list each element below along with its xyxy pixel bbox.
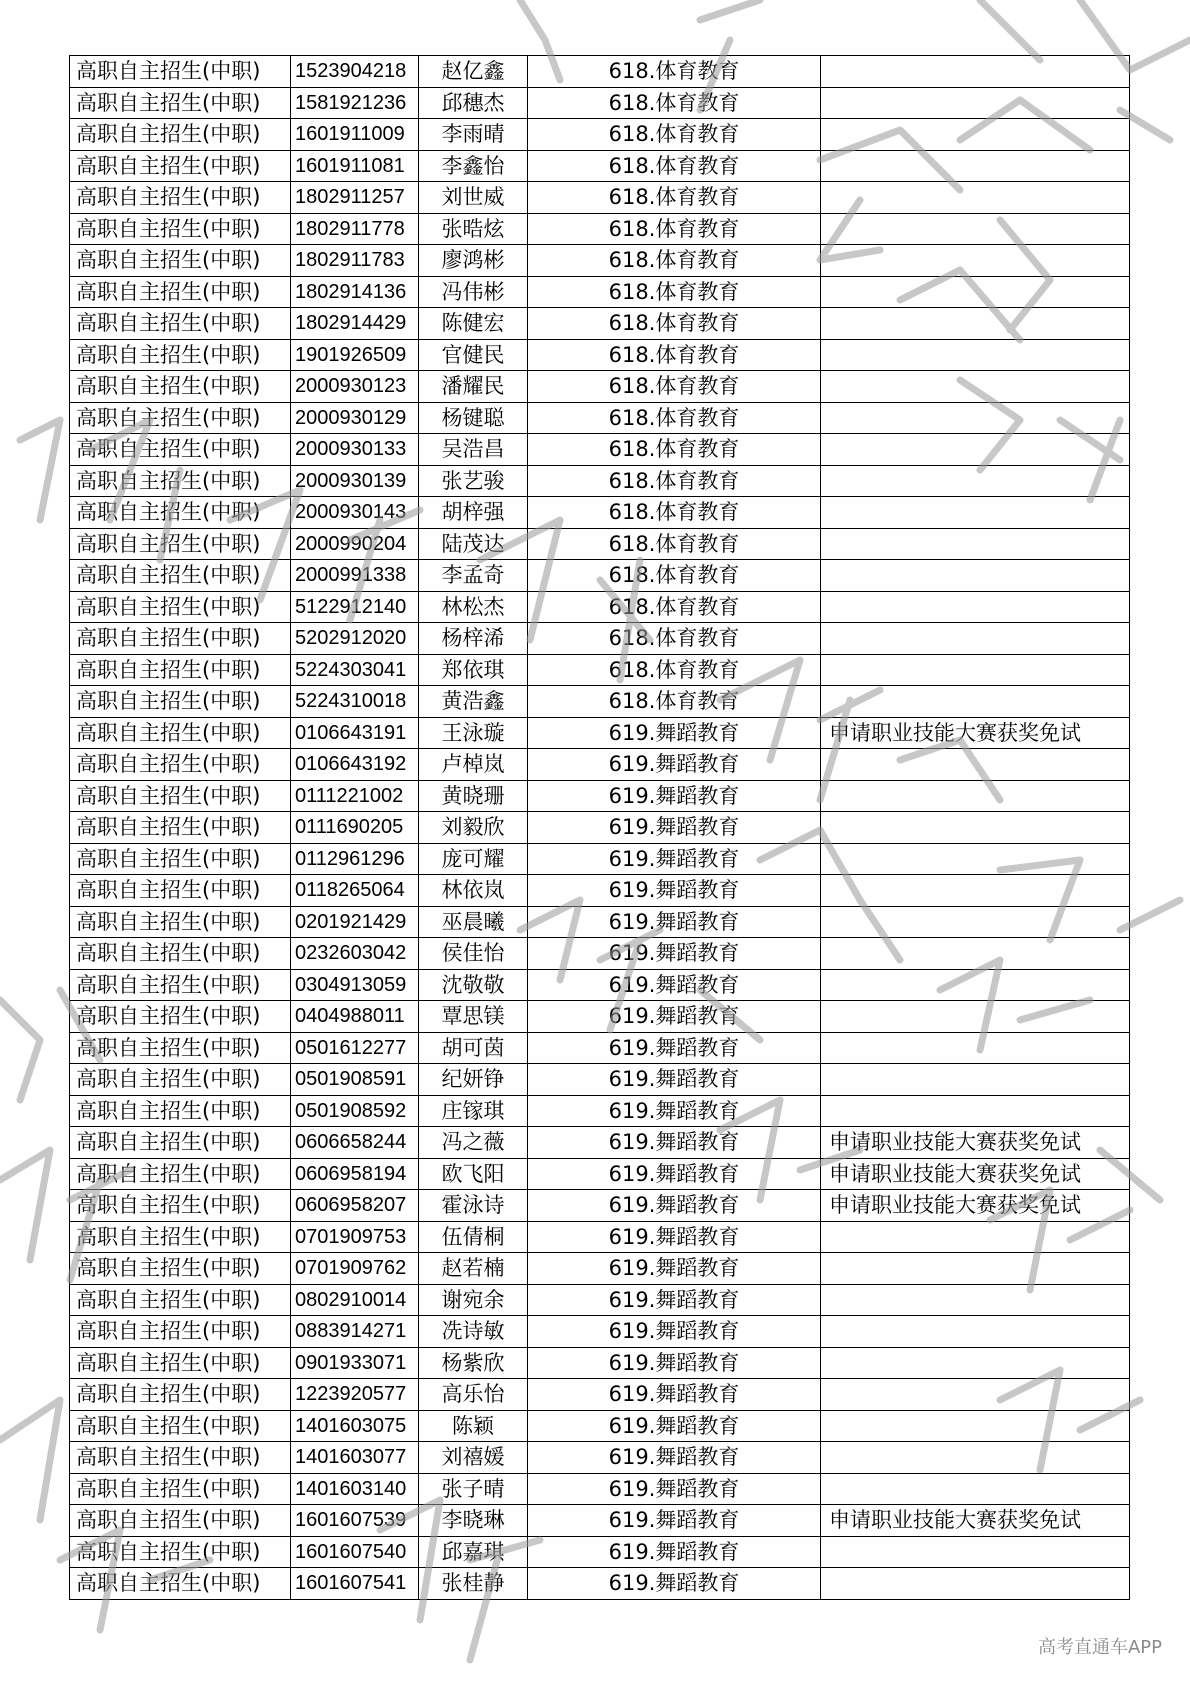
candidate-id-cell: 0111221002 (291, 780, 419, 812)
remark-cell (821, 434, 1130, 466)
remark-cell (821, 371, 1130, 403)
candidate-id-cell: 1802911783 (291, 245, 419, 277)
major-cell: 618.体育教育 (528, 245, 821, 277)
remark-cell: 申请职业技能大赛获奖免试 (821, 1127, 1130, 1159)
student-name-cell: 李晓琳 (419, 1505, 528, 1537)
admission-type-cell: 高职自主招生(中职) (70, 56, 291, 88)
admission-type-cell: 高职自主招生(中职) (70, 1442, 291, 1474)
remark-cell (821, 1032, 1130, 1064)
student-name-cell: 覃思镁 (419, 1001, 528, 1033)
remark-cell (821, 1221, 1130, 1253)
student-name-cell: 李孟奇 (419, 560, 528, 592)
admission-type-cell: 高职自主招生(中职) (70, 1284, 291, 1316)
admission-type-cell: 高职自主招生(中职) (70, 1410, 291, 1442)
remark-cell (821, 339, 1130, 371)
remark-cell (821, 749, 1130, 781)
student-name-cell: 胡梓强 (419, 497, 528, 529)
candidate-id-cell: 2000930129 (291, 402, 419, 434)
admission-type-cell: 高职自主招生(中职) (70, 686, 291, 718)
candidate-id-cell: 1802911257 (291, 182, 419, 214)
major-cell: 619.舞蹈教育 (528, 1536, 821, 1568)
admission-type-cell: 高职自主招生(中职) (70, 339, 291, 371)
admission-type-cell: 高职自主招生(中职) (70, 812, 291, 844)
major-cell: 619.舞蹈教育 (528, 1505, 821, 1537)
remark-cell (821, 182, 1130, 214)
major-cell: 618.体育教育 (528, 213, 821, 245)
admission-type-cell: 高职自主招生(中职) (70, 150, 291, 182)
table-row (70, 1347, 1130, 1379)
table-row (70, 717, 1130, 749)
candidate-id-cell: 5224310018 (291, 686, 419, 718)
remark-cell (821, 938, 1130, 970)
candidate-id-cell: 2000991338 (291, 560, 419, 592)
admission-type-cell: 高职自主招生(中职) (70, 1064, 291, 1096)
student-name-cell: 巫晨曦 (419, 906, 528, 938)
candidate-id-cell: 0111690205 (291, 812, 419, 844)
candidate-id-cell: 1523904218 (291, 56, 419, 88)
student-name-cell: 林松杰 (419, 591, 528, 623)
remark-cell (821, 1473, 1130, 1505)
candidate-id-cell: 0404988011 (291, 1001, 419, 1033)
admission-type-cell: 高职自主招生(中职) (70, 182, 291, 214)
student-name-cell: 李雨晴 (419, 119, 528, 151)
admission-type-cell: 高职自主招生(中职) (70, 875, 291, 907)
major-cell: 619.舞蹈教育 (528, 1158, 821, 1190)
candidate-id-cell: 5224303041 (291, 654, 419, 686)
table-row (70, 812, 1130, 844)
major-cell: 619.舞蹈教育 (528, 780, 821, 812)
candidate-id-cell: 0501612277 (291, 1032, 419, 1064)
student-name-cell: 郑依琪 (419, 654, 528, 686)
table-row (70, 686, 1130, 718)
remark-cell (821, 906, 1130, 938)
table-row (70, 591, 1130, 623)
major-cell: 619.舞蹈教育 (528, 1127, 821, 1159)
admission-type-cell: 高职自主招生(中职) (70, 434, 291, 466)
candidate-id-cell: 0118265064 (291, 875, 419, 907)
student-name-cell: 霍泳诗 (419, 1190, 528, 1222)
remark-cell (821, 1284, 1130, 1316)
table-row (70, 1158, 1130, 1190)
table-row (70, 906, 1130, 938)
major-cell: 619.舞蹈教育 (528, 1410, 821, 1442)
admission-type-cell: 高职自主招生(中职) (70, 528, 291, 560)
student-name-cell: 邱嘉琪 (419, 1536, 528, 1568)
table-row (70, 56, 1130, 88)
remark-cell: 申请职业技能大赛获奖免试 (821, 1190, 1130, 1222)
candidate-id-cell: 0901933071 (291, 1347, 419, 1379)
candidate-id-cell: 1401603140 (291, 1473, 419, 1505)
remark-cell (821, 560, 1130, 592)
remark-cell (821, 1347, 1130, 1379)
candidate-id-cell: 0606658244 (291, 1127, 419, 1159)
admission-type-cell: 高职自主招生(中职) (70, 591, 291, 623)
table-row (70, 1284, 1130, 1316)
admission-type-cell: 高职自主招生(中职) (70, 654, 291, 686)
major-cell: 619.舞蹈教育 (528, 875, 821, 907)
major-cell: 619.舞蹈教育 (528, 717, 821, 749)
student-name-cell: 侯佳怡 (419, 938, 528, 970)
major-cell: 618.体育教育 (528, 87, 821, 119)
table-row (70, 749, 1130, 781)
student-name-cell: 刘世威 (419, 182, 528, 214)
candidate-id-cell: 0106643192 (291, 749, 419, 781)
candidate-id-cell: 0106643191 (291, 717, 419, 749)
admission-type-cell: 高职自主招生(中职) (70, 87, 291, 119)
remark-cell (821, 1253, 1130, 1285)
major-cell: 618.体育教育 (528, 528, 821, 560)
table-row (70, 1001, 1130, 1033)
remark-cell (821, 276, 1130, 308)
student-name-cell: 伍倩桐 (419, 1221, 528, 1253)
admission-type-cell: 高职自主招生(中职) (70, 1095, 291, 1127)
admission-type-cell: 高职自主招生(中职) (70, 938, 291, 970)
major-cell: 619.舞蹈教育 (528, 812, 821, 844)
student-name-cell: 沈敬敬 (419, 969, 528, 1001)
student-name-cell: 官健民 (419, 339, 528, 371)
admission-type-cell: 高职自主招生(中职) (70, 969, 291, 1001)
admission-type-cell: 高职自主招生(中职) (70, 1253, 291, 1285)
student-name-cell: 王泳璇 (419, 717, 528, 749)
remark-cell: 申请职业技能大赛获奖免试 (821, 717, 1130, 749)
student-name-cell: 吴浩昌 (419, 434, 528, 466)
major-cell: 618.体育教育 (528, 591, 821, 623)
candidate-id-cell: 0112961296 (291, 843, 419, 875)
student-name-cell: 卢棹岚 (419, 749, 528, 781)
student-name-cell: 廖鸿彬 (419, 245, 528, 277)
candidate-id-cell: 0802910014 (291, 1284, 419, 1316)
admission-type-cell: 高职自主招生(中职) (70, 1536, 291, 1568)
table-row (70, 528, 1130, 560)
admission-type-cell: 高职自主招生(中职) (70, 276, 291, 308)
table-row (70, 938, 1130, 970)
candidate-id-cell: 0606958194 (291, 1158, 419, 1190)
major-cell: 618.体育教育 (528, 150, 821, 182)
candidate-id-cell: 1601607540 (291, 1536, 419, 1568)
remark-cell: 申请职业技能大赛获奖免试 (821, 1505, 1130, 1537)
major-cell: 619.舞蹈教育 (528, 1095, 821, 1127)
major-cell: 619.舞蹈教育 (528, 1001, 821, 1033)
candidate-id-cell: 1401603075 (291, 1410, 419, 1442)
student-name-cell: 张晧炫 (419, 213, 528, 245)
admission-type-cell: 高职自主招生(中职) (70, 623, 291, 655)
table-row (70, 308, 1130, 340)
admission-type-cell: 高职自主招生(中职) (70, 497, 291, 529)
remark-cell (821, 528, 1130, 560)
admission-type-cell: 高职自主招生(中职) (70, 1568, 291, 1600)
candidate-id-cell: 0606958207 (291, 1190, 419, 1222)
table-row (70, 843, 1130, 875)
major-cell: 619.舞蹈教育 (528, 1473, 821, 1505)
candidate-id-cell: 1601607539 (291, 1505, 419, 1537)
table-row (70, 969, 1130, 1001)
table-row (70, 1127, 1130, 1159)
candidate-id-cell: 0701909753 (291, 1221, 419, 1253)
admission-type-cell: 高职自主招生(中职) (70, 1032, 291, 1064)
admission-type-cell: 高职自主招生(中职) (70, 308, 291, 340)
student-name-cell: 高乐怡 (419, 1379, 528, 1411)
table-row (70, 1536, 1130, 1568)
remark-cell (821, 623, 1130, 655)
student-name-cell: 赵亿鑫 (419, 56, 528, 88)
table-row (70, 780, 1130, 812)
student-name-cell: 庄镓琪 (419, 1095, 528, 1127)
admission-type-cell: 高职自主招生(中职) (70, 245, 291, 277)
major-cell: 619.舞蹈教育 (528, 1347, 821, 1379)
admission-type-cell: 高职自主招生(中职) (70, 1379, 291, 1411)
remark-cell (821, 1064, 1130, 1096)
table-row (70, 623, 1130, 655)
candidate-id-cell: 1401603077 (291, 1442, 419, 1474)
student-name-cell: 杨梓浠 (419, 623, 528, 655)
major-cell: 618.体育教育 (528, 465, 821, 497)
student-name-cell: 胡可茵 (419, 1032, 528, 1064)
major-cell: 619.舞蹈教育 (528, 1253, 821, 1285)
remark-cell (821, 875, 1130, 907)
candidate-id-cell: 5202912020 (291, 623, 419, 655)
table-row (70, 497, 1130, 529)
table-row (70, 1316, 1130, 1348)
admission-type-cell: 高职自主招生(中职) (70, 119, 291, 151)
major-cell: 619.舞蹈教育 (528, 1316, 821, 1348)
candidate-id-cell: 1223920577 (291, 1379, 419, 1411)
table-row (70, 1442, 1130, 1474)
candidate-id-cell: 1802914136 (291, 276, 419, 308)
candidate-id-cell: 0501908592 (291, 1095, 419, 1127)
admission-type-cell: 高职自主招生(中职) (70, 906, 291, 938)
major-cell: 619.舞蹈教育 (528, 938, 821, 970)
student-name-cell: 庞可耀 (419, 843, 528, 875)
student-name-cell: 张桂静 (419, 1568, 528, 1600)
remark-cell (821, 87, 1130, 119)
remark-cell (821, 119, 1130, 151)
remark-cell (821, 150, 1130, 182)
student-name-cell: 杨键聪 (419, 402, 528, 434)
student-name-cell: 黄晓珊 (419, 780, 528, 812)
remark-cell (821, 812, 1130, 844)
candidate-id-cell: 5122912140 (291, 591, 419, 623)
remark-cell (821, 56, 1130, 88)
table-row (70, 182, 1130, 214)
candidate-id-cell: 2000930143 (291, 497, 419, 529)
major-cell: 618.体育教育 (528, 402, 821, 434)
remark-cell (821, 1410, 1130, 1442)
student-name-cell: 张艺骏 (419, 465, 528, 497)
admission-type-cell: 高职自主招生(中职) (70, 1316, 291, 1348)
remark-cell (821, 591, 1130, 623)
remark-cell (821, 780, 1130, 812)
remark-cell (821, 1001, 1130, 1033)
remark-cell (821, 308, 1130, 340)
remark-cell (821, 686, 1130, 718)
admission-type-cell: 高职自主招生(中职) (70, 1505, 291, 1537)
major-cell: 618.体育教育 (528, 182, 821, 214)
major-cell: 618.体育教育 (528, 308, 821, 340)
major-cell: 618.体育教育 (528, 686, 821, 718)
admission-type-cell: 高职自主招生(中职) (70, 1001, 291, 1033)
table-row (70, 276, 1130, 308)
student-name-cell: 潘耀民 (419, 371, 528, 403)
student-name-cell: 赵若楠 (419, 1253, 528, 1285)
student-name-cell: 冼诗敏 (419, 1316, 528, 1348)
remark-cell (821, 402, 1130, 434)
candidate-id-cell: 0201921429 (291, 906, 419, 938)
admission-type-cell: 高职自主招生(中职) (70, 1127, 291, 1159)
student-name-cell: 林依岚 (419, 875, 528, 907)
major-cell: 618.体育教育 (528, 371, 821, 403)
candidate-id-cell: 0232603042 (291, 938, 419, 970)
student-name-cell: 冯伟彬 (419, 276, 528, 308)
remark-cell (821, 969, 1130, 1001)
candidate-id-cell: 1901926509 (291, 339, 419, 371)
student-name-cell: 陈颖 (419, 1410, 528, 1442)
major-cell: 618.体育教育 (528, 56, 821, 88)
admission-type-cell: 高职自主招生(中职) (70, 1473, 291, 1505)
candidate-id-cell: 1601911081 (291, 150, 419, 182)
student-name-cell: 谢宛余 (419, 1284, 528, 1316)
remark-cell (821, 465, 1130, 497)
table-row (70, 1253, 1130, 1285)
remark-cell (821, 1568, 1130, 1600)
remark-cell (821, 1095, 1130, 1127)
major-cell: 619.舞蹈教育 (528, 1379, 821, 1411)
remark-cell (821, 213, 1130, 245)
student-name-cell: 张子晴 (419, 1473, 528, 1505)
student-name-cell: 刘禧媛 (419, 1442, 528, 1474)
table-row (70, 1473, 1130, 1505)
admission-type-cell: 高职自主招生(中职) (70, 465, 291, 497)
table-row (70, 371, 1130, 403)
table-row (70, 87, 1130, 119)
student-name-cell: 陈健宏 (419, 308, 528, 340)
major-cell: 619.舞蹈教育 (528, 749, 821, 781)
admission-type-cell: 高职自主招生(中职) (70, 1190, 291, 1222)
candidate-id-cell: 2000990204 (291, 528, 419, 560)
remark-cell: 申请职业技能大赛获奖免试 (821, 1158, 1130, 1190)
admission-list-body (70, 56, 1130, 1600)
student-name-cell: 邱穗杰 (419, 87, 528, 119)
candidate-id-cell: 1581921236 (291, 87, 419, 119)
table-row (70, 339, 1130, 371)
table-row (70, 213, 1130, 245)
major-cell: 618.体育教育 (528, 623, 821, 655)
admission-type-cell: 高职自主招生(中职) (70, 717, 291, 749)
table-row (70, 1190, 1130, 1222)
table-row (70, 1221, 1130, 1253)
candidate-id-cell: 2000930123 (291, 371, 419, 403)
student-name-cell: 刘毅欣 (419, 812, 528, 844)
student-name-cell: 冯之薇 (419, 1127, 528, 1159)
remark-cell (821, 245, 1130, 277)
major-cell: 618.体育教育 (528, 560, 821, 592)
candidate-id-cell: 1601911009 (291, 119, 419, 151)
remark-cell (821, 654, 1130, 686)
candidate-id-cell: 1802911778 (291, 213, 419, 245)
table-row (70, 1410, 1130, 1442)
major-cell: 619.舞蹈教育 (528, 1032, 821, 1064)
major-cell: 618.体育教育 (528, 339, 821, 371)
table-row (70, 1064, 1130, 1096)
major-cell: 619.舞蹈教育 (528, 906, 821, 938)
major-cell: 619.舞蹈教育 (528, 1190, 821, 1222)
major-cell: 618.体育教育 (528, 276, 821, 308)
table-row (70, 245, 1130, 277)
major-cell: 619.舞蹈教育 (528, 1221, 821, 1253)
candidate-id-cell: 0501908591 (291, 1064, 419, 1096)
remark-cell (821, 1316, 1130, 1348)
table-row (70, 119, 1130, 151)
remark-cell (821, 497, 1130, 529)
candidate-id-cell: 0701909762 (291, 1253, 419, 1285)
major-cell: 618.体育教育 (528, 119, 821, 151)
major-cell: 619.舞蹈教育 (528, 1568, 821, 1600)
major-cell: 619.舞蹈教育 (528, 1284, 821, 1316)
candidate-id-cell: 1802914429 (291, 308, 419, 340)
table-row (70, 654, 1130, 686)
student-name-cell: 黄浩鑫 (419, 686, 528, 718)
student-name-cell: 纪妍铮 (419, 1064, 528, 1096)
remark-cell (821, 1379, 1130, 1411)
table-row (70, 1379, 1130, 1411)
candidate-id-cell: 2000930139 (291, 465, 419, 497)
brand-watermark-text: 高考直通车APP (1037, 1637, 1162, 1658)
table-row (70, 560, 1130, 592)
major-cell: 619.舞蹈教育 (528, 1064, 821, 1096)
candidate-id-cell: 0883914271 (291, 1316, 419, 1348)
table-row (70, 875, 1130, 907)
table-row (70, 434, 1130, 466)
candidate-id-cell: 2000930133 (291, 434, 419, 466)
remark-cell (821, 843, 1130, 875)
major-cell: 618.体育教育 (528, 434, 821, 466)
major-cell: 619.舞蹈教育 (528, 1442, 821, 1474)
major-cell: 618.体育教育 (528, 654, 821, 686)
admission-type-cell: 高职自主招生(中职) (70, 213, 291, 245)
admission-type-cell: 高职自主招生(中职) (70, 371, 291, 403)
table-row (70, 150, 1130, 182)
candidate-id-cell: 0304913059 (291, 969, 419, 1001)
remark-cell (821, 1442, 1130, 1474)
student-name-cell: 陆茂达 (419, 528, 528, 560)
table-row (70, 1032, 1130, 1064)
major-cell: 619.舞蹈教育 (528, 969, 821, 1001)
candidate-id-cell: 1601607541 (291, 1568, 419, 1600)
major-cell: 618.体育教育 (528, 497, 821, 529)
table-row (70, 1095, 1130, 1127)
admission-list-table-wrapper (69, 55, 1130, 1600)
admission-list-table (69, 55, 1130, 1600)
admission-type-cell: 高职自主招生(中职) (70, 749, 291, 781)
student-name-cell: 欧飞阳 (419, 1158, 528, 1190)
admission-type-cell: 高职自主招生(中职) (70, 560, 291, 592)
table-row (70, 1505, 1130, 1537)
admission-type-cell: 高职自主招生(中职) (70, 402, 291, 434)
student-name-cell: 李鑫怡 (419, 150, 528, 182)
remark-cell (821, 1536, 1130, 1568)
table-row (70, 465, 1130, 497)
admission-type-cell: 高职自主招生(中职) (70, 1221, 291, 1253)
admission-type-cell: 高职自主招生(中职) (70, 843, 291, 875)
student-name-cell: 杨紫欣 (419, 1347, 528, 1379)
table-row (70, 402, 1130, 434)
major-cell: 619.舞蹈教育 (528, 843, 821, 875)
admission-type-cell: 高职自主招生(中职) (70, 1158, 291, 1190)
admission-type-cell: 高职自主招生(中职) (70, 780, 291, 812)
table-row (70, 1568, 1130, 1600)
admission-type-cell: 高职自主招生(中职) (70, 1347, 291, 1379)
